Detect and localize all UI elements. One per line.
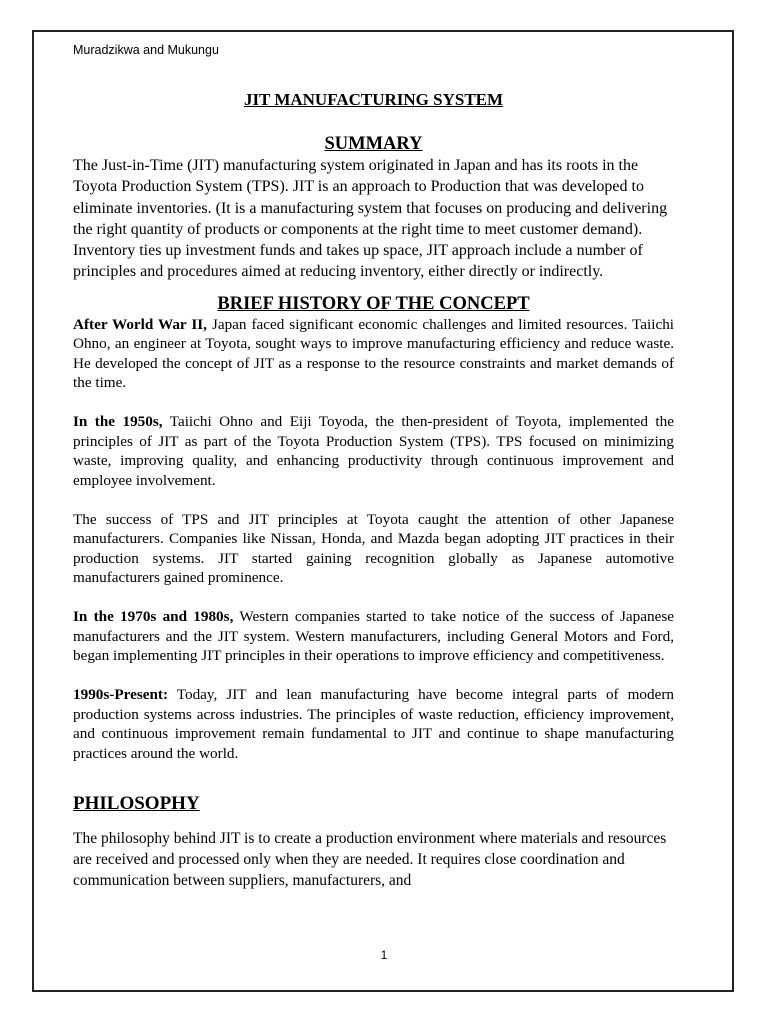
paragraph-lead: 1990s-Present: [73, 686, 169, 704]
philosophy-paragraph: The philosophy behind JIT is to create a production environment where materials and resources are received and processed only when they are needed. It requires close coordination and communication between suppliers, manufacturers, and [73, 830, 667, 890]
history-section [73, 315, 674, 764]
philosophy-heading: PHILOSOPHY [73, 793, 200, 815]
paragraph-lead: In the 1970s and 1980s, [73, 608, 234, 626]
history-paragraph [73, 685, 674, 763]
paragraph-text: Taiichi Ohno and Eiji Toyoda, the then-president of Toyota, implemented the principles of JIT as part of the Toyota Production System (TPS). TPS focused on minimizing waste, improving quality, and enhancing productivity through continuous improvement and employee involvement. [73, 413, 674, 489]
page-number: 1 [380, 948, 388, 962]
history-paragraph [73, 607, 674, 666]
paragraph-text: Today, JIT and lean manufacturing have become integral parts of modern production systems across industries. The principles of waste reduction, efficiency improvement, and continuous improvement remain fundamental to JIT and continue to shape manufacturing practices around the world. [73, 686, 674, 762]
paragraph-lead: In the 1950s, [73, 413, 163, 431]
paragraph-text: Western companies started to take notice of the success of Japanese manufacturers and the JIT system. Western manufacturers, including General Motors and Ford, began implementing JIT principles in their operations to improve efficiency and competitiveness. [73, 608, 674, 665]
paragraph-text: Japan faced significant economic challenges and limited resources. Taiichi Ohno, an engineer at Toyota, sought ways to improve manufacturing efficiency and reduce waste. He developed the concept of JIT as a response to the resource constraints and market demands of the time. [73, 315, 675, 392]
summary-paragraph: The Just-in-Time (JIT) manufacturing system originated in Japan and has its roots in the Toyota Production System (TPS). JIT is an approach to Production that was developed to eliminate inventories. (It is a manufacturing system that focuses on producing and delivering the right quantity of products or components at the right time to meet customer demand). Inventory ties up investment funds and takes up space, JIT approach include a number of principles and procedures aimed at reducing inventory, either directly or indirectly. [73, 157, 668, 281]
document-body [73, 40, 674, 891]
paragraph-text: The success of TPS and JIT principles at Toyota caught the attention of other Japanese manufacturers. Companies like Nissan, Honda, and Mazda began adopting JIT practices in their production systems. JIT started gaining recognition globally as Japanese automotive manufacturers gained prominence. [73, 510, 674, 587]
document-title: JIT MANUFACTURING SYSTEM [243, 90, 504, 109]
history-heading: BRIEF HISTORY OF THE CONCEPT [217, 293, 530, 314]
history-paragraph [73, 315, 674, 393]
history-paragraph [73, 412, 674, 490]
running-header-author: Muradzikwa and Mukungu [73, 43, 219, 57]
history-paragraph [73, 510, 674, 588]
paragraph-lead: After World War II, [73, 315, 207, 333]
summary-heading: SUMMARY [324, 134, 423, 154]
